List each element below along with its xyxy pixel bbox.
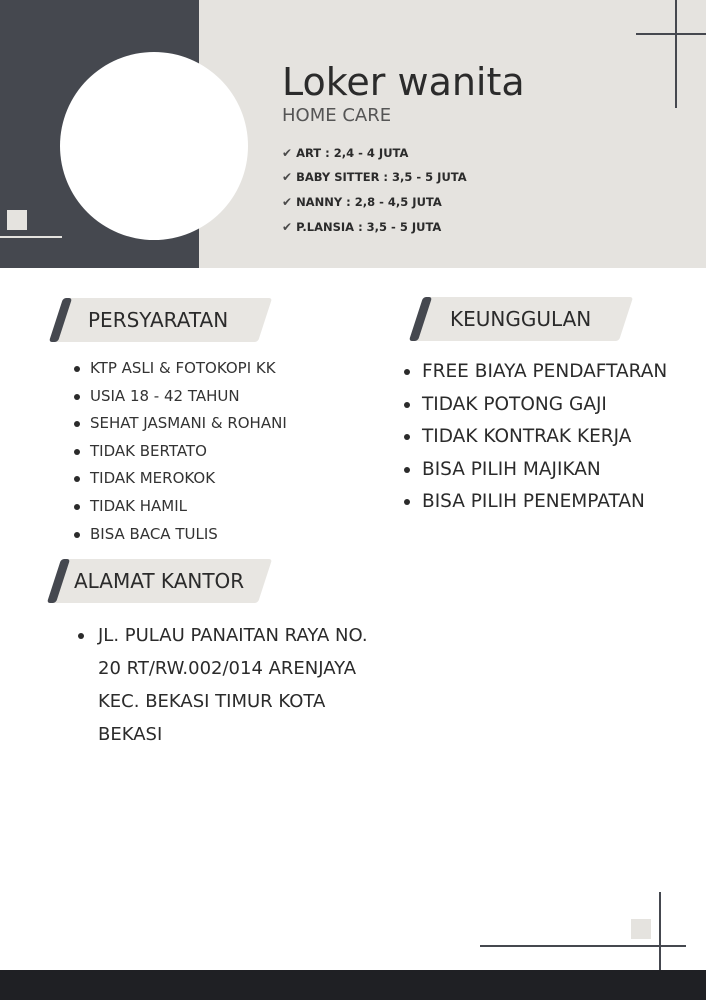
- advantages-list: [404, 356, 667, 519]
- page-title: Loker wanita: [282, 60, 525, 104]
- requirements-heading: PERSYARATAN: [88, 308, 229, 332]
- price-item-art: [282, 146, 408, 160]
- requirements-list: [74, 355, 287, 548]
- price-text: ART : 2,4 - 4 JUTA: [296, 146, 409, 160]
- list-item: BISA PILIH PENEMPATAN: [404, 486, 667, 519]
- price-item-lansia: [282, 220, 441, 234]
- check-icon: ✔: [282, 146, 293, 160]
- decor-square-bottom: [631, 919, 651, 939]
- address-heading: ALAMAT KANTOR: [74, 569, 245, 593]
- price-text: P.LANSIA : 3,5 - 5 JUTA: [296, 220, 442, 234]
- list-item: USIA 18 - 42 TAHUN: [74, 383, 287, 411]
- price-text: NANNY : 2,8 - 4,5 JUTA: [296, 195, 442, 209]
- price-text: BABY SITTER : 3,5 - 5 JUTA: [296, 170, 467, 184]
- check-icon: ✔: [282, 170, 293, 184]
- address-block: [78, 619, 388, 751]
- address-heading-tag: [58, 559, 265, 603]
- photo-circle-placeholder: [60, 52, 248, 240]
- decor-line-top-right-v: [675, 0, 677, 108]
- advantages-heading-tag: [420, 297, 626, 341]
- list-item: BISA PILIH MAJIKAN: [404, 454, 667, 487]
- advantages-heading: KEUNGGULAN: [450, 307, 592, 331]
- address-line: 20 RT/RW.002/014 ARENJAYA: [98, 658, 357, 679]
- check-icon: ✔: [282, 195, 293, 209]
- list-item: FREE BIAYA PENDAFTARAN: [404, 356, 667, 389]
- requirements-heading-tag: [60, 298, 265, 342]
- decor-line-top-right-h: [636, 33, 706, 35]
- list-item: KTP ASLI & FOTOKOPI KK: [74, 355, 287, 383]
- list-item: TIDAK KONTRAK KERJA: [404, 421, 667, 454]
- address-line: BEKASI: [98, 724, 163, 745]
- check-icon: ✔: [282, 220, 293, 234]
- list-item: TIDAK MEROKOK: [74, 465, 287, 493]
- list-item: TIDAK BERTATO: [74, 438, 287, 466]
- footer-bar: [0, 970, 706, 1000]
- header-light-panel: [199, 0, 706, 268]
- page-subtitle: HOME CARE: [282, 105, 392, 126]
- list-item: SEHAT JASMANI & ROHANI: [74, 410, 287, 438]
- price-item-baby-sitter: [282, 170, 467, 184]
- decor-line-top-left: [0, 236, 62, 238]
- list-item: BISA BACA TULIS: [74, 521, 287, 549]
- decor-line-bottom-h: [480, 945, 686, 947]
- price-item-nanny: [282, 195, 442, 209]
- list-item: TIDAK POTONG GAJI: [404, 389, 667, 422]
- list-item: TIDAK HAMIL: [74, 493, 287, 521]
- address-line: KEC. BEKASI TIMUR KOTA: [98, 691, 326, 712]
- decor-square-top: [7, 210, 27, 230]
- address-line: JL. PULAU PANAITAN RAYA NO.: [98, 625, 368, 646]
